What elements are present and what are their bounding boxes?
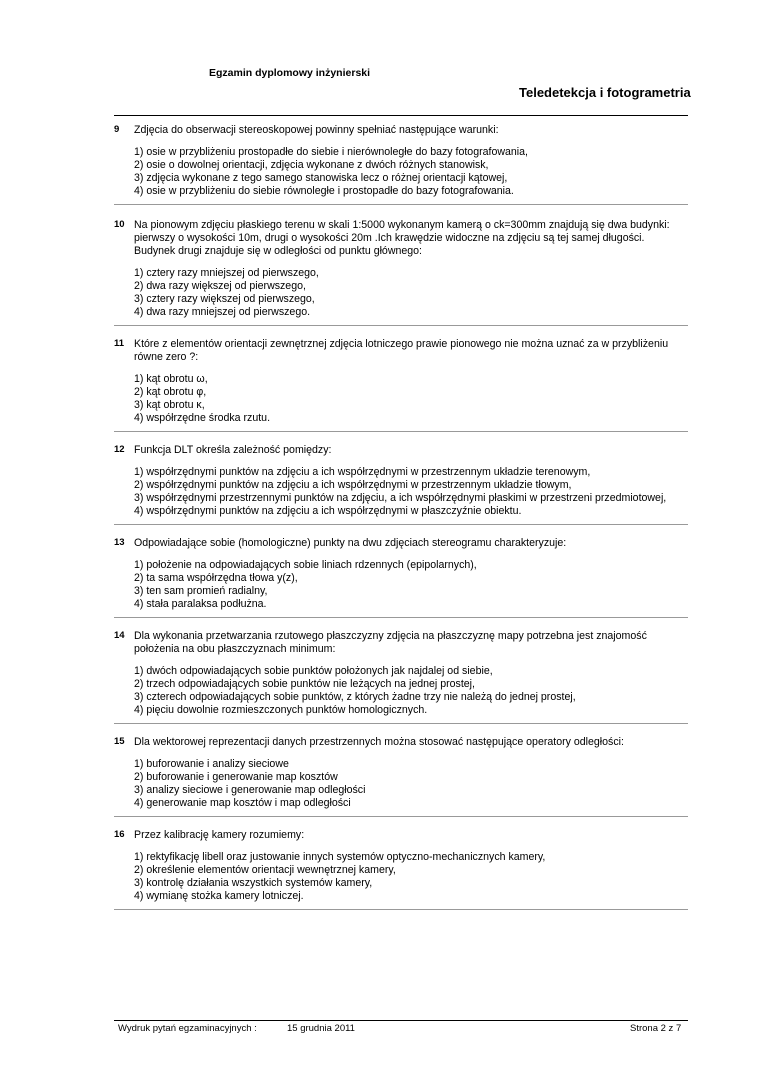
- answer-option: 2) osie o dowolnej orientacji, zdjęcia wykonane z dwóch różnych stanowisk,: [134, 159, 489, 171]
- question-body: [134, 444, 688, 518]
- answer-option: 1) buforowanie i analizy sieciowe: [134, 758, 289, 770]
- footer-date: 15 grudnia 2011: [287, 1023, 355, 1034]
- question-list: [114, 124, 688, 922]
- question-number: 12: [114, 444, 125, 455]
- question-text: Funkcja DLT określa zależność pomiędzy:: [134, 444, 332, 456]
- answer-option: 3) kontrolę działania wszystkich systemów kamery,: [134, 877, 373, 889]
- answer-option: 2) ta sama współrzędna tłowa y(z),: [134, 572, 298, 584]
- answer-option: 4) osie w przybliżeniu do siebie równoległe i prostopadłe do bazy fotografowania.: [134, 185, 514, 197]
- question-item: [114, 444, 688, 525]
- answer-option: 1) kąt obrotu ω,: [134, 373, 208, 385]
- question-item: [114, 219, 688, 326]
- answer-options: [134, 665, 688, 717]
- answer-option: 1) dwóch odpowiadających sobie punktów położonych jak najdalej od siebie,: [134, 665, 493, 677]
- question-body: [134, 537, 688, 611]
- question-number: 15: [114, 736, 125, 747]
- question-text: Odpowiadające sobie (homologiczne) punkty na dwu zdjęciach stereogramu charakteryzuje:: [134, 537, 567, 549]
- answer-option: 4) pięciu dowolnie rozmieszczonych punktów homologicznych.: [134, 704, 428, 716]
- answer-option: 2) trzech odpowiadających sobie punktów nie leżących na jednej prostej,: [134, 678, 475, 690]
- question-number: 10: [114, 219, 125, 230]
- question-number: 9: [114, 124, 120, 135]
- answer-option: 4) wymianę stożka kamery lotniczej.: [134, 890, 304, 902]
- answer-option: 2) współrzędnymi punktów na zdjęciu a ich współrzędnymi w przestrzennym układzie tłowym,: [134, 479, 572, 491]
- question-body: [134, 829, 688, 903]
- answer-option: 4) współrzędnymi punktów na zdjęciu a ich współrzędnymi w płaszczyźnie obiektu.: [134, 505, 522, 517]
- answer-option: 1) położenie na odpowiadających sobie liniach rdzennych (epipolarnych),: [134, 559, 477, 571]
- answer-option: 3) cztery razy większej od pierwszego,: [134, 293, 315, 305]
- answer-options: [134, 466, 688, 518]
- answer-option: 3) kąt obrotu κ,: [134, 399, 205, 411]
- answer-option: 1) rektyfikację libell oraz justowanie innych systemów optyczno-mechanicznych kamery,: [134, 851, 546, 863]
- question-body: [134, 736, 688, 810]
- question-number: 13: [114, 537, 125, 548]
- question-number: 14: [114, 630, 125, 641]
- answer-option: 4) generowanie map kosztów i map odległości: [134, 797, 351, 809]
- answer-option: 3) zdjęcia wykonane z tego samego stanowiska lecz o różnej orientacji kątowej,: [134, 172, 508, 184]
- question-item: [114, 736, 688, 817]
- answer-option: 4) stała paralaksa podłużna.: [134, 598, 267, 610]
- answer-option: 1) współrzędnymi punktów na zdjęciu a ich współrzędnymi w przestrzennym układzie terenowym,: [134, 466, 591, 478]
- answer-options: [134, 267, 688, 319]
- footer-rule: [114, 1020, 688, 1021]
- subject-title: Teledetekcja i fotogrametria: [519, 85, 691, 100]
- answer-option: 2) kąt obrotu φ,: [134, 386, 207, 398]
- answer-option: 4) dwa razy mniejszej od pierwszego.: [134, 306, 311, 318]
- question-body: [134, 219, 688, 319]
- answer-option: 3) ten sam promień radialny,: [134, 585, 268, 597]
- question-text: Dla wykonania przetwarzania rzutowego płaszczyzny zdjęcia na płaszczyznę mapy potrzebna jest znajomość położenia na obu płaszczyznach minimum:: [134, 630, 647, 655]
- question-body: [134, 630, 688, 717]
- question-item: [114, 630, 688, 724]
- answer-option: 1) osie w przybliżeniu prostopadłe do siebie i nierównoległe do bazy fotografowania,: [134, 146, 528, 158]
- question-item: [114, 338, 688, 432]
- question-text: Które z elementów orientacji zewnętrznej zdjęcia lotniczego prawie pionowego nie można uznać za w przybliżeniu równe zero ?:: [134, 338, 669, 363]
- footer-page-number: Strona 2 z 7: [630, 1023, 682, 1034]
- answer-option: 4) współrzędne środka rzutu.: [134, 412, 271, 424]
- question-text: Na pionowym zdjęciu płaskiego terenu w skali 1:5000 wykonanym kamerą o ck=300mm znajdują się dwa budynki: pierwszy o wysokości 10m, drugi o wysokości 20m .Ich krawędzie widoczne na zdjęciu są tej samej długości. Budynek drugi znajduje się w odległości od punktu głównego:: [134, 219, 670, 257]
- question-text: Przez kalibrację kamery rozumiemy:: [134, 829, 305, 841]
- question-item: [114, 537, 688, 618]
- answer-option: 2) buforowanie i generowanie map kosztów: [134, 771, 338, 783]
- footer-printout-label: Wydruk pytań egzaminacyjnych :: [118, 1023, 257, 1034]
- exam-title: Egzamin dyplomowy inżynierski: [209, 67, 371, 79]
- answer-options: [134, 851, 688, 903]
- answer-options: [134, 758, 688, 810]
- answer-option: 2) dwa razy większej od pierwszego,: [134, 280, 306, 292]
- question-number: 16: [114, 829, 125, 840]
- answer-options: [134, 146, 688, 198]
- question-text: Zdjęcia do obserwacji stereoskopowej powinny spełniać następujące warunki:: [134, 124, 499, 136]
- answer-option: 3) analizy sieciowe i generowanie map odległości: [134, 784, 366, 796]
- answer-options: [134, 559, 688, 611]
- answer-option: 3) współrzędnymi przestrzennymi punktów na zdjęciu, a ich współrzędnymi płaskimi w przestrzeni przedmiotowej,: [134, 492, 667, 504]
- question-text: Dla wektorowej reprezentacji danych przestrzennych można stosować następujące operatory odległości:: [134, 736, 624, 748]
- answer-options: [134, 373, 688, 425]
- question-item: [114, 124, 688, 205]
- question-body: [134, 338, 688, 425]
- answer-option: 2) określenie elementów orientacji wewnętrznej kamery,: [134, 864, 396, 876]
- header-rule: [114, 115, 688, 116]
- answer-option: 1) cztery razy mniejszej od pierwszego,: [134, 267, 319, 279]
- question-number: 11: [114, 338, 125, 349]
- answer-option: 3) czterech odpowiadających sobie punktów, z których żadne trzy nie należą do jednej prostej,: [134, 691, 576, 703]
- question-body: [134, 124, 688, 198]
- question-item: [114, 829, 688, 910]
